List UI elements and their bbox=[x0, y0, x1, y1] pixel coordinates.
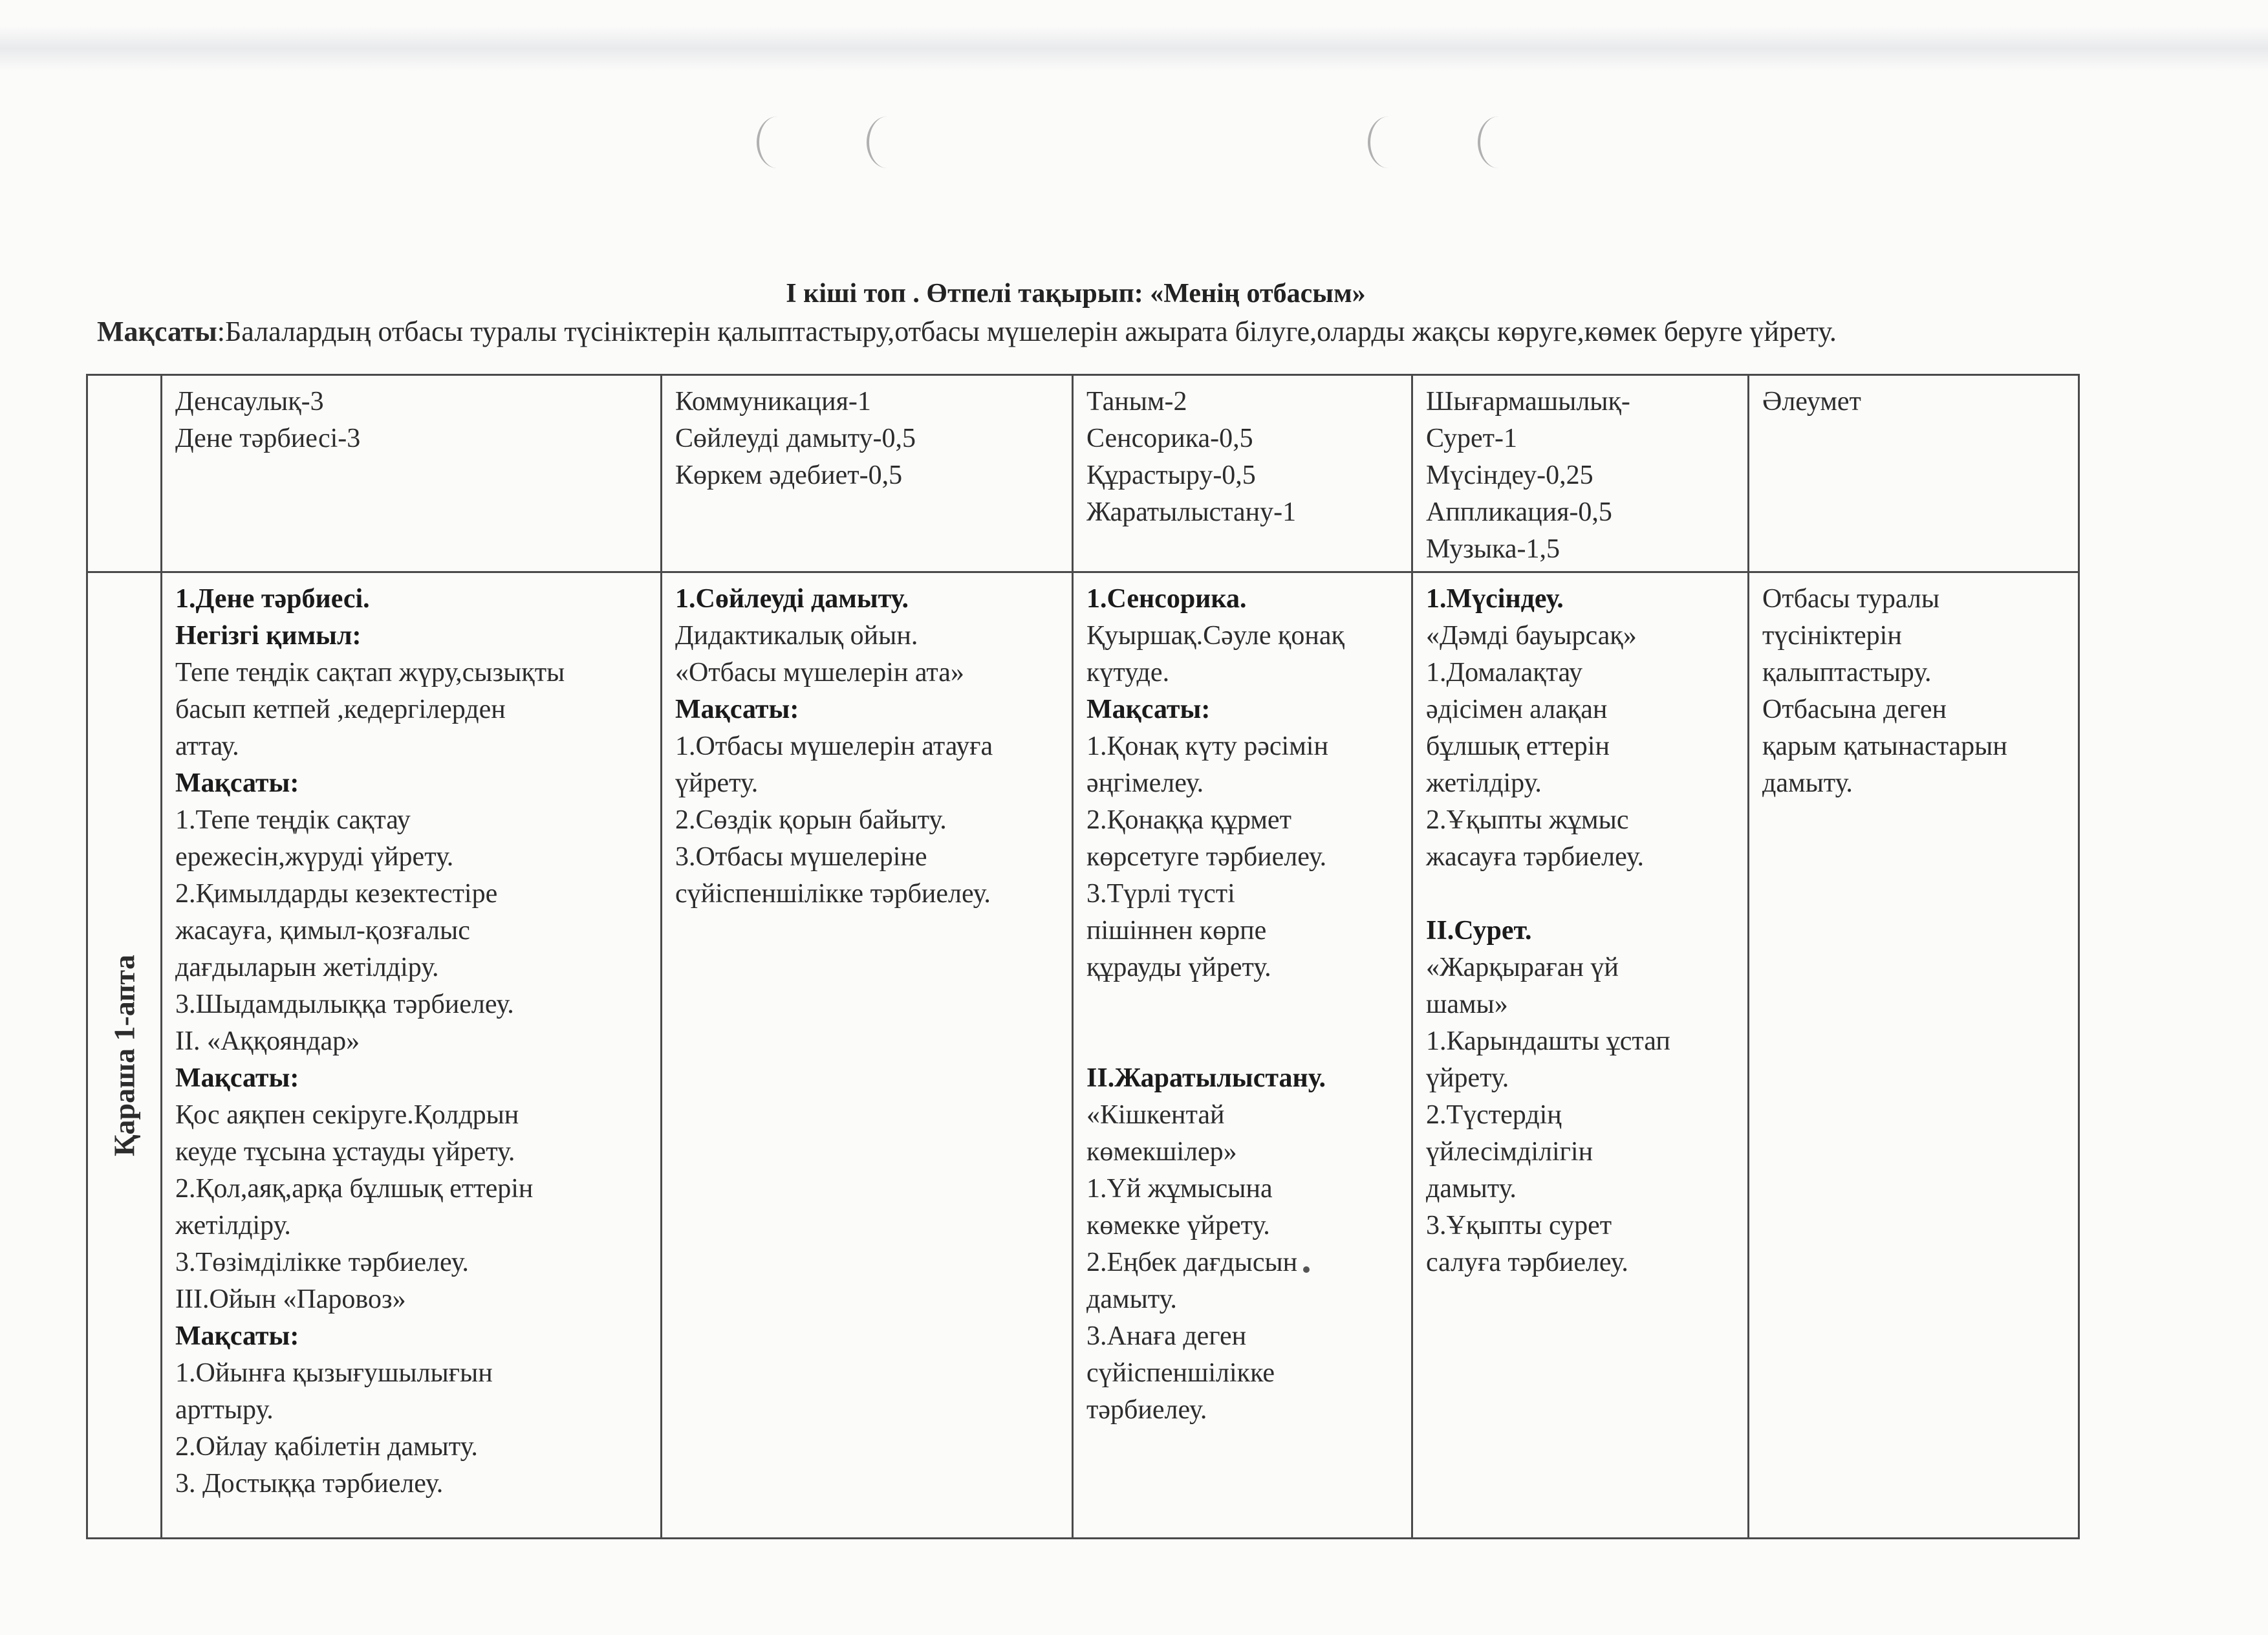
goal-line bbox=[97, 315, 2231, 348]
header-cell-communication bbox=[662, 375, 1073, 572]
cell-line: 3. Достыққа тәрбиелеу. bbox=[175, 1469, 444, 1499]
cell-line: «Кішкентай bbox=[1086, 1100, 1225, 1130]
cell-line: түсініктерін bbox=[1762, 621, 1902, 651]
header-line: Музыка-1,5 bbox=[1426, 534, 1561, 564]
section-heading: 1.Сөйлеуді дамыту. bbox=[675, 584, 909, 614]
cell-line: көмекшілер» bbox=[1086, 1137, 1237, 1167]
cell-line: басып кетпей ,кедергілерден bbox=[175, 695, 506, 724]
corner-cell bbox=[87, 375, 162, 572]
cell-line: дамыту. bbox=[1426, 1174, 1517, 1204]
cell-line: жасауға тәрбиелеу. bbox=[1426, 842, 1645, 872]
body-cell-cognition bbox=[1073, 572, 1412, 1539]
cell-line: сүйіспеншілікке тәрбиелеу. bbox=[675, 879, 991, 909]
cell-line: 2.Қол,аяқ,арқа бұлшық еттерін bbox=[175, 1174, 534, 1204]
header-line: Сурет-1 bbox=[1426, 424, 1517, 453]
cell-line: 2.Еңбек дағдысын bbox=[1086, 1248, 1298, 1277]
cell-line: дағдыларын жетілдіру. bbox=[175, 953, 439, 982]
section-heading: Мақсаты: bbox=[175, 1321, 299, 1351]
cell-line: дамыту. bbox=[1762, 768, 1853, 798]
cell-line: 3.Шыдамдылыққа тәрбиелеу. bbox=[175, 990, 514, 1019]
cell-line: 2.Ойлау қабілетін дамыту. bbox=[175, 1432, 478, 1462]
cell-line: 2.Сөздік қорын байыту. bbox=[675, 805, 947, 835]
cell-line: «Жарқыраған үй bbox=[1426, 953, 1619, 982]
header-line: Дене тәрбиесі-3 bbox=[175, 424, 361, 453]
page-title bbox=[0, 278, 2268, 309]
table-header-row bbox=[87, 375, 2079, 572]
cell-line: Тепе теңдік сақтап жүру,сызықты bbox=[175, 658, 565, 688]
cell-line: Қос аяқпен секіруге.Қолдрын bbox=[175, 1100, 519, 1130]
section-heading: Мақсаты: bbox=[1086, 695, 1211, 724]
cell-line: 3.Анаға деген bbox=[1086, 1321, 1247, 1351]
cell-line: үйрету. bbox=[1426, 1063, 1509, 1093]
cell-line: салуға тәрбиелеу. bbox=[1426, 1248, 1628, 1277]
punch-hole-mark bbox=[867, 116, 908, 168]
section-heading: 1.Сенсорика. bbox=[1086, 584, 1247, 614]
cell-line: күтуде. bbox=[1086, 658, 1170, 688]
cell-line: 2.Қонаққа құрмет bbox=[1086, 805, 1291, 835]
section-heading: 1.Дене тәрбиесі. bbox=[175, 584, 370, 614]
cell-line: III.Ойын «Паровоз» bbox=[175, 1284, 406, 1314]
body-cell-communication bbox=[662, 572, 1073, 1539]
cell-line: шамы» bbox=[1426, 990, 1508, 1019]
cell-line: 1.Үй жұмысына bbox=[1086, 1174, 1273, 1204]
header-line: Құрастыру-0,5 bbox=[1086, 460, 1256, 490]
header-line: Таным-2 bbox=[1086, 387, 1187, 417]
header-line: Әлеумет bbox=[1762, 387, 1861, 417]
punch-hole-mark bbox=[1478, 116, 1519, 168]
cell-line: «Отбасы мүшелерін ата» bbox=[675, 658, 964, 688]
cell-line: 1.Ойынға қызығушылығын bbox=[175, 1358, 493, 1388]
cell-line: 3.Төзімділікке тәрбиелеу. bbox=[175, 1248, 469, 1277]
cell-line: үйлесімділігін bbox=[1426, 1137, 1593, 1167]
header-line: Аппликация-0,5 bbox=[1426, 497, 1612, 527]
cell-line: көрсетуге тәрбиелеу. bbox=[1086, 842, 1327, 872]
cell-line: 1.Карындашты ұстап bbox=[1426, 1026, 1670, 1056]
header-line: Коммуникация-1 bbox=[675, 387, 871, 417]
cell-line: әдісімен алақан bbox=[1426, 695, 1608, 724]
cell-line: Отбасына деген bbox=[1762, 695, 1947, 724]
cell-line: Қуыршақ.Сәуле қонақ bbox=[1086, 621, 1345, 651]
plan-table bbox=[86, 374, 2080, 1539]
cell-line: 2.Түстердің bbox=[1426, 1100, 1562, 1130]
section-heading: Мақсаты: bbox=[175, 1063, 299, 1093]
week-side-cell bbox=[87, 572, 162, 1539]
cell-line: Отбасы туралы bbox=[1762, 584, 1940, 614]
body-cell-health bbox=[162, 572, 662, 1539]
cell-line: қалыптастыру. bbox=[1762, 658, 1932, 688]
cell-line: сүйіспеншілікке bbox=[1086, 1358, 1275, 1388]
cell-line: 2.Ұқыпты жұмыс bbox=[1426, 805, 1629, 835]
cell-line: ережесін,жүруді үйрету. bbox=[175, 842, 454, 872]
header-cell-health bbox=[162, 375, 662, 572]
spacer bbox=[1086, 986, 1398, 1023]
header-line: Сөйлеуді дамыту-0,5 bbox=[675, 424, 916, 453]
punch-hole-mark bbox=[1368, 116, 1409, 168]
section-heading: II.Сурет. bbox=[1426, 916, 1532, 946]
cell-line: 3.Отбасы мүшелеріне bbox=[675, 842, 927, 872]
section-heading: Негізгі қимыл: bbox=[175, 621, 362, 651]
week-label: Қараша 1-апта bbox=[107, 954, 141, 1156]
cell-line: дамыту. bbox=[1086, 1284, 1177, 1314]
cell-line: қарым қатынастарын bbox=[1762, 731, 2007, 761]
cell-line: жетілдіру. bbox=[1426, 768, 1542, 798]
goal-text: :Балалардың отбасы туралы түсініктерін қалыптастыру,отбасы мүшелерін ажырата білуге,оларды жақсы көруге,көмек беруге үйрету. bbox=[217, 316, 1837, 347]
spacer bbox=[1086, 1023, 1398, 1060]
cell-line: құрауды үйрету. bbox=[1086, 953, 1271, 982]
header-line: Көркем әдебиет-0,5 bbox=[675, 460, 903, 490]
body-cell-social bbox=[1749, 572, 2079, 1539]
cell-line: II. «Аққояндар» bbox=[175, 1026, 360, 1056]
scan-streak bbox=[0, 26, 2268, 71]
section-heading: Мақсаты: bbox=[675, 695, 799, 724]
header-line: Шығармашылық- bbox=[1426, 387, 1630, 417]
cell-line: 1.Отбасы мүшелерін атауға bbox=[675, 731, 993, 761]
header-cell-social bbox=[1749, 375, 2079, 572]
table-body-row bbox=[87, 572, 2079, 1539]
cell-line: Дидактикалық ойын. bbox=[675, 621, 918, 651]
section-heading: Мақсаты: bbox=[175, 768, 299, 798]
cell-line: аттау. bbox=[175, 731, 239, 761]
cell-line: бұлшық еттерін bbox=[1426, 731, 1610, 761]
cell-line: әңгімелеу. bbox=[1086, 768, 1204, 798]
cell-line: тәрбиелеу. bbox=[1086, 1395, 1207, 1425]
cell-line: жетілдіру. bbox=[175, 1211, 291, 1240]
spacer bbox=[1426, 876, 1734, 913]
goal-label: Мақсаты bbox=[97, 316, 217, 347]
cell-line: үйрету. bbox=[675, 768, 759, 798]
section-heading: 1.Мүсіндеу. bbox=[1426, 584, 1564, 614]
header-line: Денсаулық-3 bbox=[175, 387, 324, 417]
cell-line: 1.Қонақ күту рәсімін bbox=[1086, 731, 1328, 761]
header-line: Мүсіндеу-0,25 bbox=[1426, 460, 1593, 490]
cell-line: кеуде тұсына ұстауды үйрету. bbox=[175, 1137, 515, 1167]
body-cell-creativity bbox=[1412, 572, 1749, 1539]
page-title-text: I кіші топ . Өтпелі тақырып: «Менің отбасым» bbox=[786, 279, 1366, 309]
cell-line: 2.Қимылдарды кезектестіре bbox=[175, 879, 498, 909]
punch-hole-mark bbox=[757, 116, 798, 168]
cell-line: пішіннен көрпе bbox=[1086, 916, 1267, 946]
section-heading: II.Жаратылыстану. bbox=[1086, 1063, 1326, 1093]
cell-line: «Дәмді бауырсақ» bbox=[1426, 621, 1637, 651]
cell-line: арттыру. bbox=[175, 1395, 274, 1425]
header-line: Жаратылыстану-1 bbox=[1086, 497, 1297, 527]
cell-line: 3.Түрлі түсті bbox=[1086, 879, 1235, 909]
header-cell-cognition bbox=[1073, 375, 1412, 572]
ink-smudge bbox=[1303, 1266, 1310, 1273]
header-line: Сенсорика-0,5 bbox=[1086, 424, 1253, 453]
cell-line: жасауға, қимыл-қозғалыс bbox=[175, 916, 470, 946]
cell-line: 1.Домалақтау bbox=[1426, 658, 1583, 688]
cell-line: 1.Тепе теңдік сақтау bbox=[175, 805, 411, 835]
cell-line: 3.Ұқыпты сурет bbox=[1426, 1211, 1612, 1240]
cell-line: көмекке үйрету. bbox=[1086, 1211, 1270, 1240]
header-cell-creativity bbox=[1412, 375, 1749, 572]
